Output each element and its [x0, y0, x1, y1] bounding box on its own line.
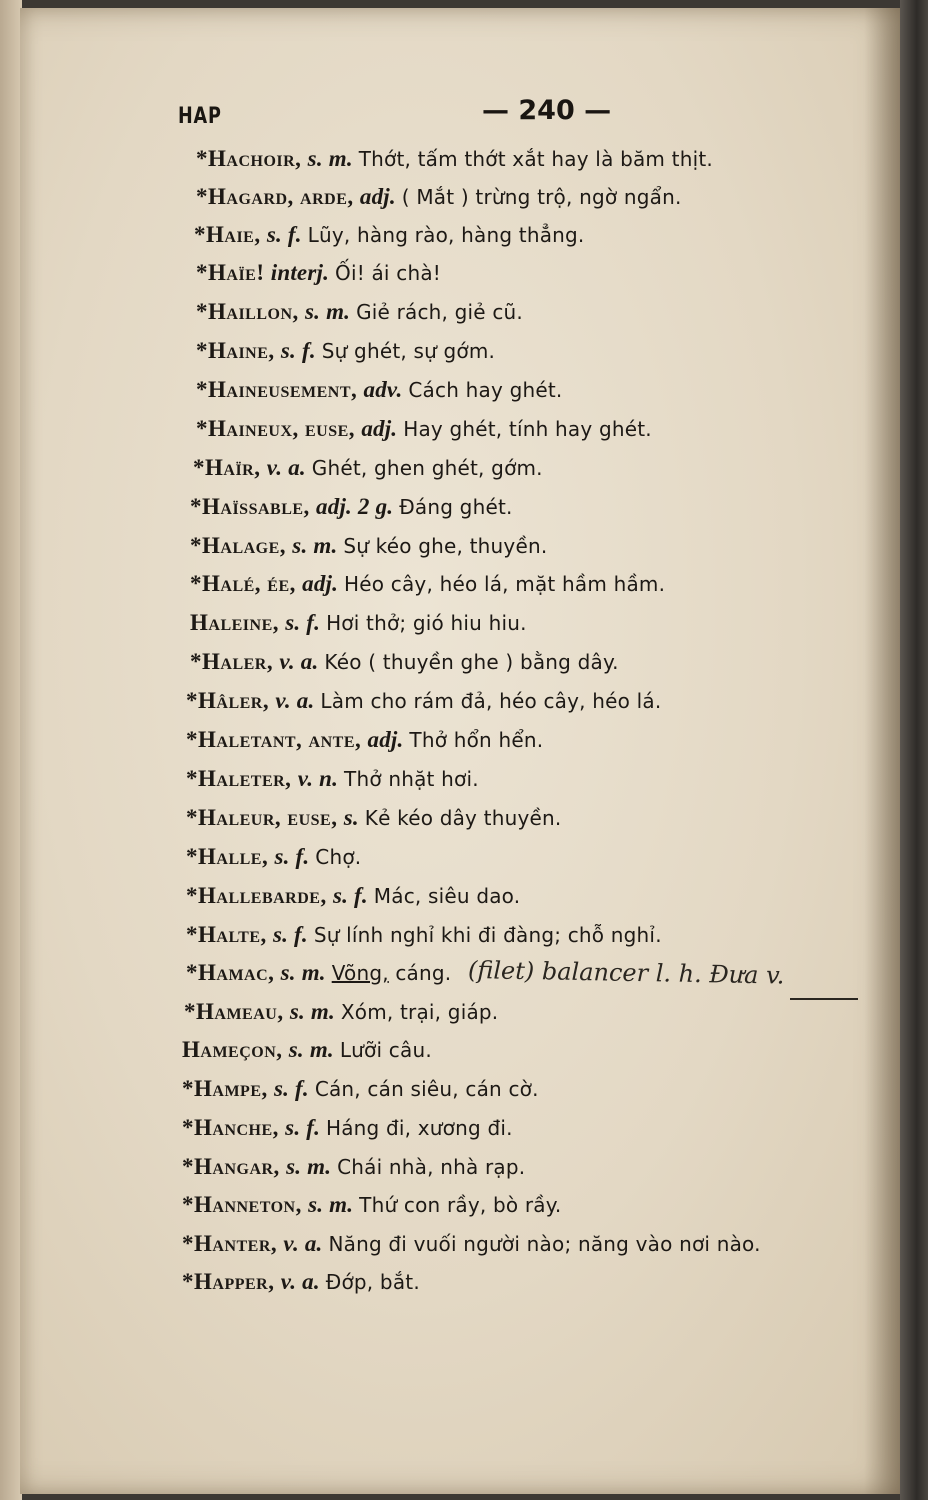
- entry-grammar: s. m.: [308, 1192, 360, 1217]
- entry-grammar: s. m.: [286, 1154, 338, 1179]
- dictionary-entry: [182, 1037, 432, 1063]
- entry-definition: Ghét, ghen ghét, gớm.: [311, 456, 543, 480]
- entry-grammar: s. m.: [288, 1037, 340, 1062]
- entry-headword: *Halte,: [186, 922, 273, 947]
- entry-headword: *Hameau,: [184, 999, 290, 1024]
- dictionary-entry: [190, 494, 513, 520]
- entry-headword: *Hagard, arde,: [196, 184, 360, 209]
- dictionary-entry: [196, 184, 682, 210]
- dictionary-entry: [190, 533, 547, 559]
- dictionary-entry: [196, 260, 441, 286]
- entry-definition: Giẻ rách, giẻ cũ.: [356, 300, 523, 324]
- dictionary-entry: [186, 766, 479, 792]
- entry-headword: *Halé, ée,: [190, 571, 303, 596]
- entry-definition: Chái nhà, nhà rạp.: [337, 1155, 526, 1179]
- entry-grammar: adj.: [359, 184, 402, 209]
- dictionary-entry: [196, 377, 562, 403]
- dictionary-entry: [184, 999, 498, 1025]
- entry-definition: Kẻ kéo dây thuyền.: [364, 806, 562, 830]
- dictionary-entry: [190, 610, 527, 636]
- entry-grammar: s. f.: [280, 338, 322, 363]
- entry-headword: *Hallebarde,: [186, 883, 333, 908]
- entry-definition: Sự kéo ghe, thuyền.: [343, 534, 548, 558]
- dictionary-entry: [196, 416, 652, 442]
- entry-grammar: adj.: [361, 416, 404, 441]
- entry-headword: *Hachoir,: [196, 146, 308, 171]
- entry-headword: Hameçon,: [182, 1037, 289, 1062]
- handwritten-annotation: (filet) balancer l. h. Đưa v.: [467, 956, 785, 990]
- dictionary-entry: [186, 688, 661, 714]
- entry-definition: Thớt, tấm thớt xắt hay là băm thịt.: [358, 147, 713, 171]
- entry-headword: *Haineusement,: [196, 377, 364, 402]
- entry-grammar: adv.: [363, 377, 409, 402]
- entry-definition: Thứ con rầy, bò rầy.: [359, 1193, 562, 1217]
- dictionary-entry: [190, 649, 619, 675]
- dictionary-entry: [182, 1076, 539, 1102]
- entry-grammar: s. f.: [332, 883, 374, 908]
- dictionary-entry: [182, 1231, 761, 1257]
- entry-headword: *Haillon,: [196, 299, 306, 324]
- entry-definition: Thở hổn hển.: [409, 728, 544, 752]
- entry-grammar: adj.: [367, 727, 410, 752]
- entry-headword: *Happer,: [182, 1269, 281, 1294]
- entry-grammar: v. n.: [297, 766, 345, 791]
- entry-headword: *Hanter,: [182, 1231, 284, 1256]
- entry-grammar: s. f.: [285, 1115, 326, 1140]
- dictionary-entry: [186, 960, 451, 986]
- entry-headword: *Haleter,: [186, 766, 298, 791]
- entry-headword: *Hanneton,: [182, 1192, 309, 1217]
- entry-grammar: s. f.: [266, 222, 308, 247]
- entry-grammar: interj.: [270, 260, 335, 285]
- entry-headword: *Hangar,: [182, 1154, 287, 1179]
- entry-headword: *Haineux, euse,: [196, 416, 362, 441]
- entry-definition-underlined: Võng,: [331, 961, 389, 985]
- entry-definition: Đớp, bắt.: [325, 1270, 420, 1294]
- entry-definition: Chợ.: [315, 845, 362, 869]
- entry-grammar: v. a.: [283, 1231, 329, 1256]
- dictionary-entry: [186, 727, 543, 753]
- entry-grammar: adj.: [302, 571, 345, 596]
- entry-grammar: s. f.: [274, 844, 316, 869]
- entry-grammar: s.: [343, 805, 365, 830]
- entry-grammar: s. m.: [307, 146, 359, 171]
- entry-definition: Cán, cán siêu, cán cờ.: [314, 1077, 539, 1101]
- entry-definition: Đáng ghét.: [399, 495, 513, 519]
- entry-grammar: s. m.: [305, 299, 357, 324]
- dictionary-entry: [182, 1192, 562, 1218]
- entry-headword: *Haïr,: [193, 455, 267, 480]
- entry-definition: Sự ghét, sự gớm.: [321, 339, 496, 363]
- entry-grammar: s. m.: [280, 960, 332, 985]
- entry-definition: Mác, siêu dao.: [373, 884, 521, 908]
- entry-definition: Xóm, trại, giáp.: [340, 1000, 499, 1024]
- entry-headword: *Halage,: [190, 533, 293, 558]
- entry-headword: *Haïe!: [196, 260, 271, 285]
- dictionary-entry: [186, 922, 662, 948]
- entry-grammar: v. a.: [280, 1269, 326, 1294]
- entry-definition: Kéo ( thuyền ghe ) bằng dây.: [324, 650, 619, 674]
- entry-definition: Lưỡi câu.: [339, 1038, 432, 1062]
- entry-definition: Ối! ái chà!: [335, 261, 441, 285]
- entry-definition: Năng đi vuối người nào; năng vào nơi nào.: [328, 1232, 761, 1256]
- entry-definition: Héo cây, héo lá, mặt hầm hầm.: [344, 572, 666, 596]
- entry-grammar: s. f.: [285, 610, 327, 635]
- entry-grammar: adj. 2 g.: [316, 494, 400, 519]
- entry-grammar: s. f.: [274, 1076, 315, 1101]
- entry-headword: *Hampe,: [182, 1076, 274, 1101]
- dictionary-entry: [196, 146, 713, 172]
- entry-grammar: v. a.: [275, 688, 321, 713]
- dictionary-entry: [182, 1115, 513, 1141]
- entry-definition: Hơi thở; gió hiu hiu.: [326, 611, 527, 635]
- entry-definition: cáng.: [388, 961, 452, 985]
- entry-headword: Haleine,: [190, 610, 286, 635]
- entry-grammar: s. m.: [289, 999, 341, 1024]
- dictionary-entry: [196, 299, 523, 325]
- entry-definition: Hay ghét, tính hay ghét.: [403, 417, 652, 441]
- dictionary-entry: [182, 1154, 525, 1180]
- entry-headword: *Haletant, ante,: [186, 727, 368, 752]
- entry-grammar: v. a.: [266, 455, 312, 480]
- entry-grammar: v. a.: [279, 649, 325, 674]
- entry-definition: Cách hay ghét.: [408, 378, 563, 402]
- entry-headword: *Haleur, euse,: [186, 805, 344, 830]
- entry-headword: *Hanche,: [182, 1115, 286, 1140]
- entry-headword: *Haïssable,: [190, 494, 317, 519]
- entry-definition: Háng đi, xương đi.: [325, 1116, 513, 1140]
- entry-definition: Làm cho rám đả, héo cây, héo lá.: [320, 689, 662, 713]
- entry-definition: Thở nhặt hơi.: [344, 767, 479, 791]
- entry-definition: ( Mắt ) trừng trộ, ngờ ngẩn.: [401, 185, 682, 209]
- dictionary-entry: [186, 844, 361, 870]
- entry-grammar: s. f.: [273, 922, 314, 947]
- entry-definition: Sự lính nghỉ khi đi đàng; chỗ nghỉ.: [313, 923, 662, 947]
- dictionary-entry: [186, 805, 561, 831]
- entry-definition: Lũy, hàng rào, hàng thẳng.: [307, 223, 585, 247]
- entry-headword: *Hâler,: [186, 688, 276, 713]
- dictionary-entry: [194, 222, 584, 248]
- entry-headword: *Haine,: [196, 338, 281, 363]
- dictionary-entry: [196, 338, 495, 364]
- entry-headword: *Hamac,: [186, 960, 281, 985]
- running-head: HAP: [178, 104, 222, 129]
- dictionary-entry: [190, 571, 665, 597]
- entry-headword: *Haie,: [194, 222, 267, 247]
- dictionary-entry: [193, 455, 543, 481]
- dictionary-entry: [182, 1269, 420, 1295]
- dictionary-entry: [186, 883, 520, 909]
- entry-headword: *Halle,: [186, 844, 275, 869]
- entry-grammar: s. m.: [292, 533, 344, 558]
- annotation-underline: [790, 998, 858, 1000]
- entry-headword: *Haler,: [190, 649, 280, 674]
- page-number: — 240 —: [482, 95, 612, 126]
